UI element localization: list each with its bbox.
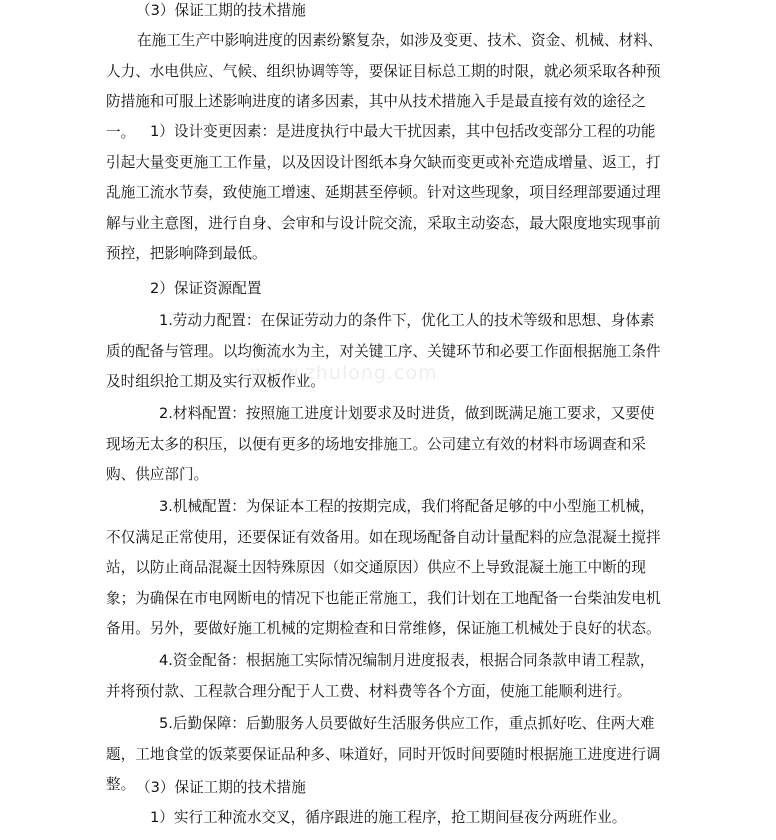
paragraph-influencing-factors: 在施工生产中影响进度的因素纷繁复杂，如涉及变更、技术、资金、机械、材料、人力、水电供应、气候、组织协调等等，要保证目标总工期的时限，就必须采取各种预防措施和可服上述影响进度的诸多因素，其中从技术措施入手是最直接有效的途径之一。 xyxy=(106,32,663,141)
paragraph-design-change: 1）设计变更因素：是进度执行中最大干扰因素，其中包括改变部分工程的功能引起大量变更施工工作量，以及因设计图纸本身欠缺而变更或补充造成增量、返工，打乱施工流水节奏，致使施工增速、延期甚至停顿。针对这些现象，项目经理部要通过理解与业主意图，进行自身、会审和与设计院交流，采取主动姿态，最大限度地实现事前预控，把影响降到最低。 xyxy=(106,123,661,262)
watermark: www.zhulong.com xyxy=(250,362,438,384)
paragraph-machinery-allocation: 3.机械配置：为保证本工程的按期完成，我们将配备足够的中小型施工机械，不仅满足正常使用，还要保证有效备用。如在现场配备自动计量配料的应急混凝土搅拌站，以防止商品混凝土因特殊原因（如交通原因）供应不上导致混凝土施工中断的现象；为确保在市电网断电的情况下也能正常施工，我们计划在工地配备一台柴油发电机备用。另外，要做好施工机械的定期检查和日常维修，保证施工机械处于良好的状态。 xyxy=(106,498,661,637)
paragraph-material-allocation: 2.材料配置：按照施工进度计划要求及时进货，做到既满足施工要求，又要使现场无太多的积压，以便有更多的场地安排施工。公司建立有效的材料市场调查和采购、供应部门。 xyxy=(106,405,655,483)
paragraph-labor-allocation: 1.劳动力配置：在保证劳动力的条件下，优化工人的技术等级和思想、身体素质的配备与管理。以均衡流水为主，对关键工序、关键环节和必要工作面根据施工条件及时组织抢工期及实行双板作业。 xyxy=(106,312,661,390)
section-heading-technical-measures-repeat: （3）保证工期的技术措施 xyxy=(136,779,306,796)
section-heading-technical-measures: （3）保证工期的技术措施 xyxy=(136,2,306,19)
paragraph-funding-allocation: 4.资金配备：根据施工实际情况编制月进度报表，根据合同条款申请工程款，并将预付款、工程款合理分配于人工费、材料费等各个方面，使施工能顺利进行。 xyxy=(106,652,655,700)
paragraph-logistics-support: 5.后勤保障：后勤服务人员要做好生活服务供应工作，重点抓好吃、住两大难题，工地食堂的饭菜要保证品种多、味道好，同时开饭时间要随时根据施工进度进行调整。 xyxy=(106,715,661,793)
paragraph-flow-crossing: 1）实行工种流水交叉，循序跟进的施工程序，抢工期间昼夜分两班作业。 xyxy=(150,809,627,826)
subheading-resource-allocation: 2）保证资源配置 xyxy=(150,280,262,297)
